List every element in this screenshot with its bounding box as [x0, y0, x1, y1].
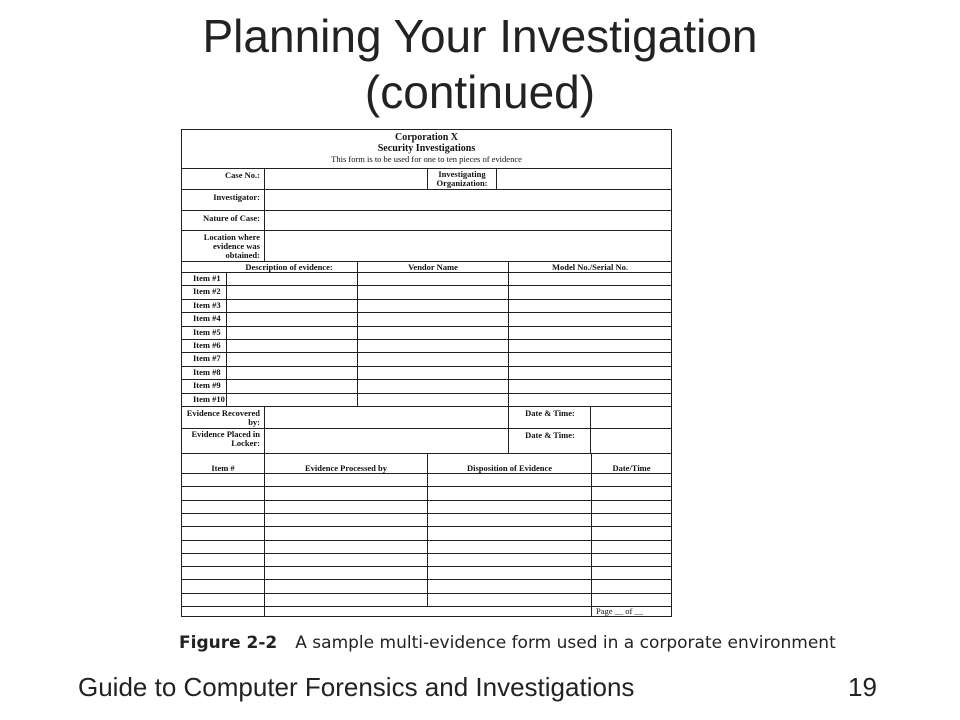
log-cell[interactable]	[184, 527, 262, 538]
recovered-date-field[interactable]	[592, 408, 668, 426]
item-label: Item #1	[193, 273, 221, 283]
log-cell[interactable]	[429, 594, 589, 605]
form-note: This form is to be used for one to ten pieces of evidence	[331, 154, 522, 164]
item-vendor-field[interactable]	[359, 353, 506, 364]
item-label: Item #7	[193, 353, 221, 364]
log-cell[interactable]	[184, 487, 262, 498]
nature-of-case-field[interactable]	[266, 212, 668, 229]
log-cell[interactable]	[429, 541, 589, 552]
evidence-col-vendor: Vendor Name	[408, 262, 458, 272]
log-cell[interactable]	[593, 541, 669, 552]
item-model-field[interactable]	[510, 353, 669, 364]
log-cell[interactable]	[593, 580, 669, 591]
investigator-field[interactable]	[266, 191, 668, 208]
item-model-field[interactable]	[510, 273, 669, 284]
log-cell[interactable]	[184, 580, 262, 591]
log-cell[interactable]	[266, 487, 425, 498]
item-model-field[interactable]	[510, 300, 669, 311]
item-model-field[interactable]	[510, 313, 669, 324]
log-col-datetime: Date/Time	[612, 463, 651, 473]
log-cell[interactable]	[184, 474, 262, 485]
item-label: Item #5	[193, 326, 221, 337]
recovered-by-field[interactable]	[266, 408, 506, 426]
item-vendor-field[interactable]	[359, 286, 506, 297]
log-cell[interactable]	[429, 580, 589, 591]
investigator-label: Investigator:	[213, 192, 260, 202]
item-description-field[interactable]	[228, 300, 355, 311]
placed-in-locker-label: Evidence Placed in Locker:	[191, 429, 260, 448]
log-col-item: Item #	[211, 463, 235, 473]
log-cell[interactable]	[593, 487, 669, 498]
item-vendor-field[interactable]	[359, 327, 506, 338]
figure-caption	[179, 633, 836, 653]
item-description-field[interactable]	[228, 367, 355, 378]
item-label: Item #8	[193, 366, 221, 377]
log-cell[interactable]	[593, 474, 669, 485]
item-label: Item #4	[193, 313, 221, 324]
log-cell[interactable]	[266, 501, 425, 512]
evidence-col-model: Model No./Serial No.	[551, 262, 629, 272]
log-cell[interactable]	[429, 474, 589, 485]
item-description-field[interactable]	[228, 313, 355, 324]
item-model-field[interactable]	[510, 327, 669, 338]
log-cell[interactable]	[593, 554, 669, 565]
recovered-by-label: Evidence Recovered by:	[186, 408, 260, 427]
log-cell[interactable]	[429, 501, 589, 512]
slide-page-number: 19	[848, 672, 877, 702]
log-cell[interactable]	[184, 501, 262, 512]
log-cell[interactable]	[266, 474, 425, 485]
figure-caption-text: A sample multi-evidence form used in a corporate environment	[295, 633, 836, 653]
form-company: Corporation X	[394, 132, 459, 143]
footer-book-title: Guide to Computer Forensics and Investigations	[78, 672, 635, 702]
log-cell[interactable]	[266, 554, 425, 565]
item-model-field[interactable]	[510, 286, 669, 297]
item-vendor-field[interactable]	[359, 313, 506, 324]
slide-title-line-1: Planning Your Investigation	[202, 10, 758, 62]
item-label: Item #9	[193, 380, 221, 391]
locker-date-field[interactable]	[592, 430, 668, 450]
locker-date-label: Date & Time:	[525, 430, 575, 440]
nature-of-case-label: Nature of Case:	[203, 213, 260, 223]
log-cell[interactable]	[593, 501, 669, 512]
item-model-field[interactable]	[510, 367, 669, 378]
log-cell[interactable]	[266, 594, 425, 605]
log-cell[interactable]	[184, 541, 262, 552]
log-cell[interactable]	[593, 527, 669, 538]
evidence-col-description: Description of evidence:	[245, 262, 333, 272]
slide-title	[0, 8, 960, 120]
item-vendor-field[interactable]	[359, 380, 506, 391]
log-cell[interactable]	[266, 580, 425, 591]
log-cell[interactable]	[184, 554, 262, 565]
log-cell[interactable]	[266, 567, 425, 578]
form-heading: Security Investigations	[377, 143, 476, 154]
log-cell[interactable]	[429, 567, 589, 578]
location-label: Location where evidence was obtained:	[203, 232, 260, 260]
log-cell[interactable]	[593, 567, 669, 578]
log-cell[interactable]	[429, 554, 589, 565]
log-cell[interactable]	[429, 527, 589, 538]
log-cell[interactable]	[184, 567, 262, 578]
case-no-field[interactable]	[266, 170, 425, 187]
figure-number: Figure 2-2	[179, 633, 278, 653]
log-col-processed-by: Evidence Processed by	[304, 463, 387, 473]
log-cell[interactable]	[184, 514, 262, 525]
item-description-field[interactable]	[228, 394, 355, 405]
location-field[interactable]	[266, 232, 668, 259]
log-cell[interactable]	[266, 541, 425, 552]
item-label: Item #3	[193, 299, 221, 310]
evidence-form	[181, 129, 672, 617]
item-description-field[interactable]	[228, 353, 355, 364]
slide-title-line-2: (continued)	[364, 66, 596, 118]
form-header	[182, 130, 671, 168]
item-description-field[interactable]	[228, 340, 355, 351]
log-col-disposition: Disposition of Evidence	[466, 463, 552, 473]
item-vendor-field[interactable]	[359, 367, 506, 378]
item-description-field[interactable]	[228, 380, 355, 391]
placed-in-locker-field[interactable]	[266, 430, 506, 450]
item-description-field[interactable]	[228, 286, 355, 297]
log-cell[interactable]	[266, 527, 425, 538]
log-cell[interactable]	[429, 487, 589, 498]
case-no-label: Case No.:	[225, 170, 260, 180]
investigating-org-label: Investigating Organization:	[436, 169, 488, 188]
item-model-field[interactable]	[510, 380, 669, 391]
item-model-field[interactable]	[510, 394, 669, 405]
recovered-date-label: Date & Time:	[525, 408, 575, 418]
item-vendor-field[interactable]	[359, 300, 506, 311]
log-cell[interactable]	[184, 594, 262, 605]
log-cell[interactable]	[593, 594, 669, 605]
item-model-field[interactable]	[510, 340, 669, 351]
item-vendor-field[interactable]	[359, 394, 506, 405]
item-label: Item #10	[193, 393, 225, 404]
log-cell[interactable]	[266, 514, 425, 525]
item-label: Item #2	[193, 286, 221, 297]
item-label: Item #6	[193, 340, 221, 350]
log-cell[interactable]	[429, 514, 589, 525]
page-of-label: Page __ of __	[596, 606, 643, 616]
item-vendor-field[interactable]	[359, 340, 506, 351]
item-vendor-field[interactable]	[359, 273, 506, 284]
log-cell[interactable]	[593, 514, 669, 525]
item-description-field[interactable]	[228, 273, 355, 284]
item-description-field[interactable]	[228, 327, 355, 338]
investigating-org-field[interactable]	[498, 170, 668, 187]
